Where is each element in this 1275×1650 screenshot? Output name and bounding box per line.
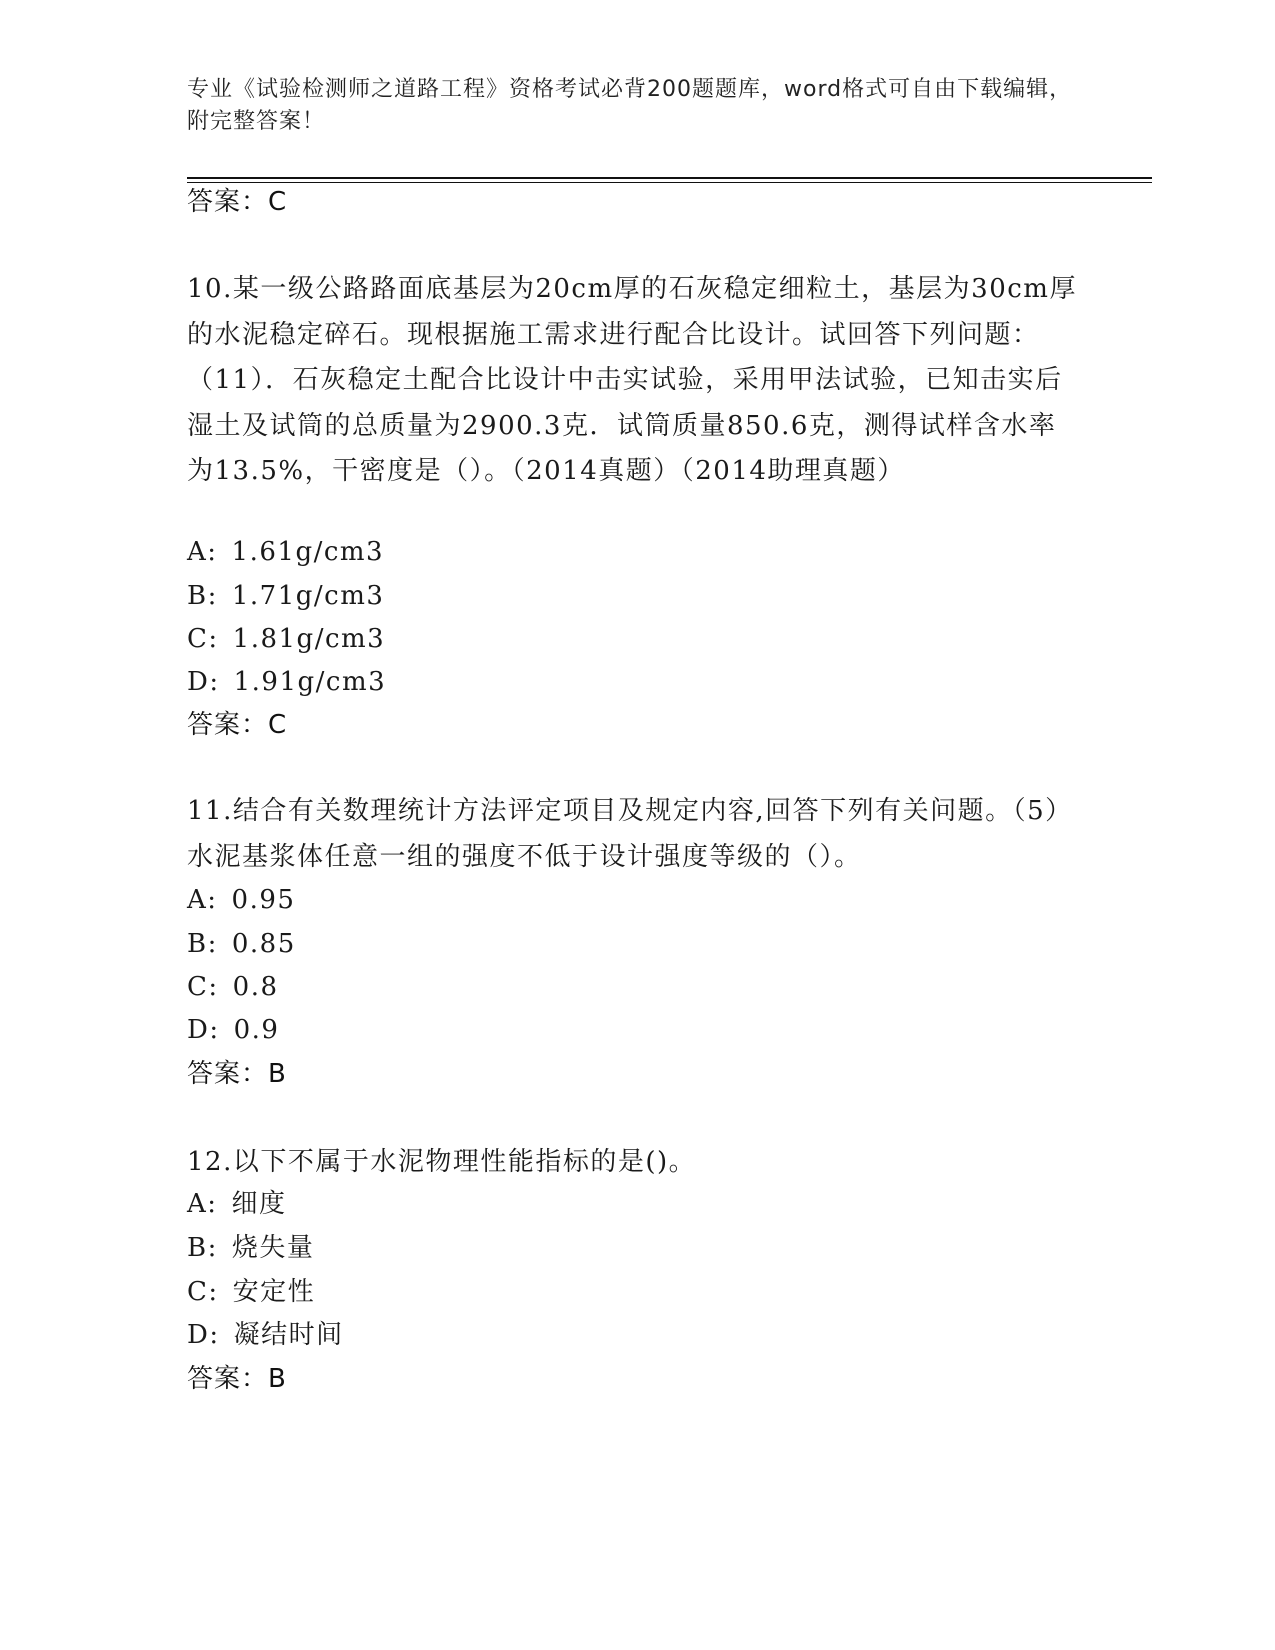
option-value: 1.71g/cm3 (231, 581, 385, 611)
option-value: 0.85 (231, 929, 296, 959)
option-key: C: (187, 972, 219, 1002)
option-key: B: (187, 581, 218, 611)
previous-answer: 答案：C (187, 187, 288, 217)
option-value: 烧失量 (231, 1233, 315, 1263)
question-10-option-a (187, 534, 384, 570)
question-10-option-b (187, 578, 384, 614)
question-11-option-c (187, 969, 279, 1005)
option-key: D: (187, 667, 220, 697)
question-10-option-d (187, 664, 386, 700)
option-key: A: (187, 885, 218, 915)
question-12-answer: 答案：B (187, 1364, 287, 1394)
question-11-option-d (187, 1012, 279, 1048)
option-key: C: (187, 624, 219, 654)
question-12-text: 12.以下不属于水泥物理性能指标的是()。 (187, 1147, 697, 1177)
page-header: 专业《试验检测师之道路工程》资格考试必背200题题库，word格式可自由下载编辑，附完整答案！ (187, 77, 1073, 134)
header-divider-thick (187, 177, 1152, 179)
option-value: 0.8 (232, 972, 279, 1002)
option-value: 1.61g/cm3 (231, 537, 385, 567)
option-value: 1.91g/cm3 (233, 667, 387, 697)
option-value: 1.81g/cm3 (232, 624, 386, 654)
question-10-option-c (187, 621, 385, 657)
option-value: 安定性 (232, 1277, 316, 1307)
option-key: B: (187, 929, 218, 959)
option-value: 凝结时间 (233, 1320, 344, 1350)
question-11-text: 11.结合有关数理统计方法评定项目及规定内容,回答下列有关问题。（5）水泥基浆体任意一组的强度不低于设计强度等级的（）。 (187, 796, 1073, 872)
option-key: A: (187, 537, 218, 567)
option-value: 0.95 (231, 885, 296, 915)
question-10-answer: 答案：C (187, 710, 288, 740)
question-12-option-a (187, 1186, 287, 1222)
question-11-answer: 答案：B (187, 1059, 287, 1089)
option-value: 0.9 (233, 1015, 280, 1045)
header-divider-thin (187, 182, 1152, 183)
option-key: D: (187, 1320, 220, 1350)
option-value: 细度 (231, 1189, 287, 1219)
question-12-option-c (187, 1274, 315, 1310)
question-12-option-d (187, 1317, 344, 1353)
option-key: A: (187, 1189, 218, 1219)
question-10-text: 10.某一级公路路面底基层为20cm厚的石灰稳定细粒土，基层为30cm厚的水泥稳定碎石。现根据施工需求进行配合比设计。试回答下列问题：（11）．石灰稳定土配合比设计中击实试验，采用甲法试验，已知击实后湿土及试筒的总质量为2900.3克．试筒质量850.6克，测得试样含水率为13.5%，干密度是（）。（2014真题）（2014助理真题） (187, 274, 1077, 486)
question-12-option-b (187, 1230, 314, 1266)
option-key: B: (187, 1233, 218, 1263)
question-11-option-a (187, 882, 295, 918)
option-key: D: (187, 1015, 220, 1045)
question-11-option-b (187, 926, 296, 962)
option-key: C: (187, 1277, 219, 1307)
